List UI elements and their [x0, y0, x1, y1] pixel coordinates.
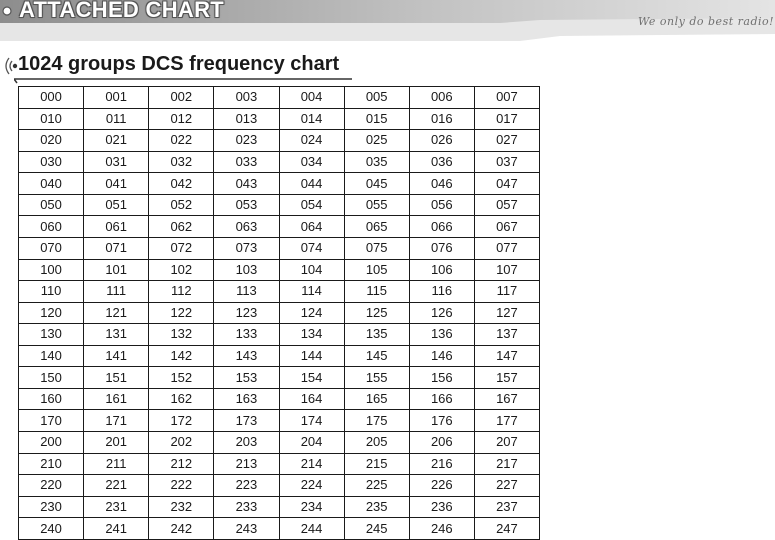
- dcs-code-cell: 100: [19, 259, 84, 281]
- dcs-code-cell: 172: [149, 410, 214, 432]
- dcs-code-cell: 126: [409, 302, 474, 324]
- dcs-code-cell: 233: [214, 496, 279, 518]
- dcs-code-cell: 031: [84, 151, 149, 173]
- dcs-code-cell: 200: [19, 432, 84, 454]
- dcs-code-cell: 234: [279, 496, 344, 518]
- dcs-code-cell: 021: [84, 130, 149, 152]
- dcs-code-cell: 036: [409, 151, 474, 173]
- dcs-code-cell: 210: [19, 453, 84, 475]
- dcs-code-cell: 034: [279, 151, 344, 173]
- dcs-code-cell: 221: [84, 475, 149, 497]
- dcs-code-cell: 174: [279, 410, 344, 432]
- table-row: [19, 130, 540, 152]
- dcs-code-cell: 171: [84, 410, 149, 432]
- dcs-code-cell: 115: [344, 281, 409, 303]
- dcs-code-cell: 101: [84, 259, 149, 281]
- dcs-code-cell: 153: [214, 367, 279, 389]
- banner-title: ATTACHED CHART: [19, 0, 225, 22]
- dcs-code-cell: 015: [344, 108, 409, 130]
- dcs-code-cell: 120: [19, 302, 84, 324]
- dcs-code-cell: 164: [279, 388, 344, 410]
- dcs-code-cell: 022: [149, 130, 214, 152]
- dcs-code-cell: 107: [474, 259, 539, 281]
- table-row: [19, 237, 540, 259]
- dcs-code-cell: 236: [409, 496, 474, 518]
- dcs-code-cell: 067: [474, 216, 539, 238]
- dcs-code-cell: 102: [149, 259, 214, 281]
- dcs-code-cell: 230: [19, 496, 84, 518]
- dcs-code-cell: 055: [344, 194, 409, 216]
- dcs-code-cell: 066: [409, 216, 474, 238]
- dcs-code-cell: 064: [279, 216, 344, 238]
- table-row: [19, 475, 540, 497]
- dcs-code-cell: 103: [214, 259, 279, 281]
- dcs-code-cell: 220: [19, 475, 84, 497]
- dcs-code-cell: 053: [214, 194, 279, 216]
- dcs-code-cell: 222: [149, 475, 214, 497]
- dcs-code-cell: 026: [409, 130, 474, 152]
- table-row: [19, 388, 540, 410]
- dcs-code-cell: 224: [279, 475, 344, 497]
- dcs-code-cell: 214: [279, 453, 344, 475]
- table-row: [19, 324, 540, 346]
- dcs-code-cell: 146: [409, 345, 474, 367]
- dcs-code-cell: 151: [84, 367, 149, 389]
- dcs-code-cell: 071: [84, 237, 149, 259]
- dcs-code-cell: 144: [279, 345, 344, 367]
- dcs-code-cell: 110: [19, 281, 84, 303]
- dcs-code-cell: 244: [279, 518, 344, 540]
- dcs-code-cell: 105: [344, 259, 409, 281]
- table-row: [19, 453, 540, 475]
- table-row: [19, 302, 540, 324]
- dcs-code-cell: 025: [344, 130, 409, 152]
- dcs-code-cell: 057: [474, 194, 539, 216]
- dcs-code-cell: 245: [344, 518, 409, 540]
- table-row: [19, 259, 540, 281]
- dcs-code-cell: 006: [409, 87, 474, 109]
- dcs-code-cell: 173: [214, 410, 279, 432]
- table-row: [19, 151, 540, 173]
- dcs-code-cell: 147: [474, 345, 539, 367]
- dcs-code-cell: 142: [149, 345, 214, 367]
- dcs-code-cell: 046: [409, 173, 474, 195]
- dcs-code-cell: 116: [409, 281, 474, 303]
- dcs-code-cell: 166: [409, 388, 474, 410]
- dcs-code-cell: 201: [84, 432, 149, 454]
- header-banner: [0, 0, 775, 44]
- table-row: [19, 518, 540, 540]
- dcs-code-cell: 104: [279, 259, 344, 281]
- dcs-code-cell: 215: [344, 453, 409, 475]
- table-row: [19, 281, 540, 303]
- table-row: [19, 432, 540, 454]
- dcs-code-cell: 117: [474, 281, 539, 303]
- dcs-code-cell: 043: [214, 173, 279, 195]
- table-row: [19, 410, 540, 432]
- dcs-code-cell: 030: [19, 151, 84, 173]
- dcs-code-cell: 073: [214, 237, 279, 259]
- dcs-code-cell: 235: [344, 496, 409, 518]
- dcs-code-cell: 074: [279, 237, 344, 259]
- dcs-code-cell: 050: [19, 194, 84, 216]
- dcs-code-cell: 106: [409, 259, 474, 281]
- dcs-code-cell: 122: [149, 302, 214, 324]
- dcs-code-cell: 042: [149, 173, 214, 195]
- dcs-code-cell: 223: [214, 475, 279, 497]
- dcs-code-cell: 041: [84, 173, 149, 195]
- dcs-code-cell: 111: [84, 281, 149, 303]
- dcs-code-cell: 062: [149, 216, 214, 238]
- dcs-code-cell: 237: [474, 496, 539, 518]
- dcs-code-cell: 203: [214, 432, 279, 454]
- dcs-code-cell: 225: [344, 475, 409, 497]
- dcs-code-cell: 207: [474, 432, 539, 454]
- dcs-code-cell: 137: [474, 324, 539, 346]
- dcs-code-cell: 240: [19, 518, 84, 540]
- dcs-code-cell: 037: [474, 151, 539, 173]
- dcs-code-cell: 241: [84, 518, 149, 540]
- dcs-code-cell: 205: [344, 432, 409, 454]
- dcs-code-cell: 024: [279, 130, 344, 152]
- dcs-code-cell: 051: [84, 194, 149, 216]
- dcs-code-cell: 013: [214, 108, 279, 130]
- dcs-code-cell: 134: [279, 324, 344, 346]
- dcs-code-cell: 204: [279, 432, 344, 454]
- dcs-code-cell: 032: [149, 151, 214, 173]
- dcs-code-cell: 246: [409, 518, 474, 540]
- dcs-code-cell: 135: [344, 324, 409, 346]
- dcs-code-cell: 033: [214, 151, 279, 173]
- dcs-code-cell: 017: [474, 108, 539, 130]
- dcs-code-cell: 154: [279, 367, 344, 389]
- dcs-code-cell: 217: [474, 453, 539, 475]
- dcs-frequency-table: [18, 86, 540, 540]
- dcs-code-cell: 213: [214, 453, 279, 475]
- dcs-code-cell: 242: [149, 518, 214, 540]
- radio-waves-icon: [0, 56, 18, 76]
- dcs-code-cell: 063: [214, 216, 279, 238]
- dcs-code-cell: 170: [19, 410, 84, 432]
- dcs-code-cell: 226: [409, 475, 474, 497]
- dcs-code-cell: 216: [409, 453, 474, 475]
- dcs-code-cell: 113: [214, 281, 279, 303]
- dcs-code-cell: 072: [149, 237, 214, 259]
- dcs-code-cell: 130: [19, 324, 84, 346]
- dcs-code-cell: 016: [409, 108, 474, 130]
- dcs-code-cell: 005: [344, 87, 409, 109]
- dcs-code-cell: 040: [19, 173, 84, 195]
- dcs-code-cell: 121: [84, 302, 149, 324]
- dcs-code-cell: 155: [344, 367, 409, 389]
- slogan: We only do best radio!: [638, 15, 775, 28]
- dcs-code-cell: 157: [474, 367, 539, 389]
- dcs-code-cell: 140: [19, 345, 84, 367]
- dcs-code-cell: 243: [214, 518, 279, 540]
- table-row: [19, 87, 540, 109]
- dcs-code-cell: 076: [409, 237, 474, 259]
- dcs-code-cell: 163: [214, 388, 279, 410]
- dcs-code-cell: 212: [149, 453, 214, 475]
- dcs-code-cell: 001: [84, 87, 149, 109]
- dcs-code-cell: 176: [409, 410, 474, 432]
- dcs-code-cell: 156: [409, 367, 474, 389]
- dcs-code-cell: 060: [19, 216, 84, 238]
- dcs-code-cell: 027: [474, 130, 539, 152]
- dcs-code-cell: 165: [344, 388, 409, 410]
- table-row: [19, 496, 540, 518]
- table-row: [19, 108, 540, 130]
- dcs-code-cell: 162: [149, 388, 214, 410]
- dcs-code-cell: 000: [19, 87, 84, 109]
- dcs-code-cell: 075: [344, 237, 409, 259]
- dcs-code-cell: 035: [344, 151, 409, 173]
- dcs-code-cell: 007: [474, 87, 539, 109]
- dcs-code-cell: 152: [149, 367, 214, 389]
- dcs-code-cell: 011: [84, 108, 149, 130]
- title-underline: [14, 78, 354, 84]
- dcs-code-cell: 125: [344, 302, 409, 324]
- dcs-code-cell: 127: [474, 302, 539, 324]
- circle-bullet-icon: [3, 7, 11, 15]
- dcs-code-cell: 114: [279, 281, 344, 303]
- dcs-code-cell: 054: [279, 194, 344, 216]
- dcs-code-cell: 070: [19, 237, 84, 259]
- dcs-code-cell: 177: [474, 410, 539, 432]
- dcs-code-cell: 133: [214, 324, 279, 346]
- dcs-code-cell: 077: [474, 237, 539, 259]
- section-title: 1024 groups DCS frequency chart: [18, 53, 340, 75]
- dcs-code-cell: 247: [474, 518, 539, 540]
- dcs-code-cell: 124: [279, 302, 344, 324]
- dcs-code-cell: 056: [409, 194, 474, 216]
- dcs-code-cell: 131: [84, 324, 149, 346]
- dcs-code-cell: 004: [279, 87, 344, 109]
- dcs-code-cell: 143: [214, 345, 279, 367]
- dcs-code-cell: 045: [344, 173, 409, 195]
- table-row: [19, 194, 540, 216]
- dcs-code-cell: 160: [19, 388, 84, 410]
- dcs-code-cell: 123: [214, 302, 279, 324]
- dcs-code-cell: 132: [149, 324, 214, 346]
- dcs-code-cell: 020: [19, 130, 84, 152]
- table-row: [19, 367, 540, 389]
- dcs-code-cell: 232: [149, 496, 214, 518]
- table-row: [19, 216, 540, 238]
- dcs-code-cell: 231: [84, 496, 149, 518]
- dcs-code-cell: 141: [84, 345, 149, 367]
- dcs-code-cell: 202: [149, 432, 214, 454]
- table-row: [19, 173, 540, 195]
- dcs-code-cell: 047: [474, 173, 539, 195]
- dcs-code-cell: 023: [214, 130, 279, 152]
- dcs-code-cell: 065: [344, 216, 409, 238]
- dcs-code-cell: 167: [474, 388, 539, 410]
- dcs-code-cell: 061: [84, 216, 149, 238]
- dcs-code-cell: 175: [344, 410, 409, 432]
- dcs-code-cell: 003: [214, 87, 279, 109]
- dcs-code-cell: 211: [84, 453, 149, 475]
- dcs-code-cell: 044: [279, 173, 344, 195]
- dcs-code-cell: 227: [474, 475, 539, 497]
- dcs-code-cell: 150: [19, 367, 84, 389]
- dcs-code-cell: 206: [409, 432, 474, 454]
- dcs-code-cell: 014: [279, 108, 344, 130]
- dcs-code-cell: 161: [84, 388, 149, 410]
- dcs-code-cell: 002: [149, 87, 214, 109]
- dcs-code-cell: 012: [149, 108, 214, 130]
- dcs-code-cell: 112: [149, 281, 214, 303]
- dcs-code-cell: 010: [19, 108, 84, 130]
- dcs-code-cell: 052: [149, 194, 214, 216]
- dcs-code-cell: 145: [344, 345, 409, 367]
- dcs-code-cell: 136: [409, 324, 474, 346]
- table-row: [19, 345, 540, 367]
